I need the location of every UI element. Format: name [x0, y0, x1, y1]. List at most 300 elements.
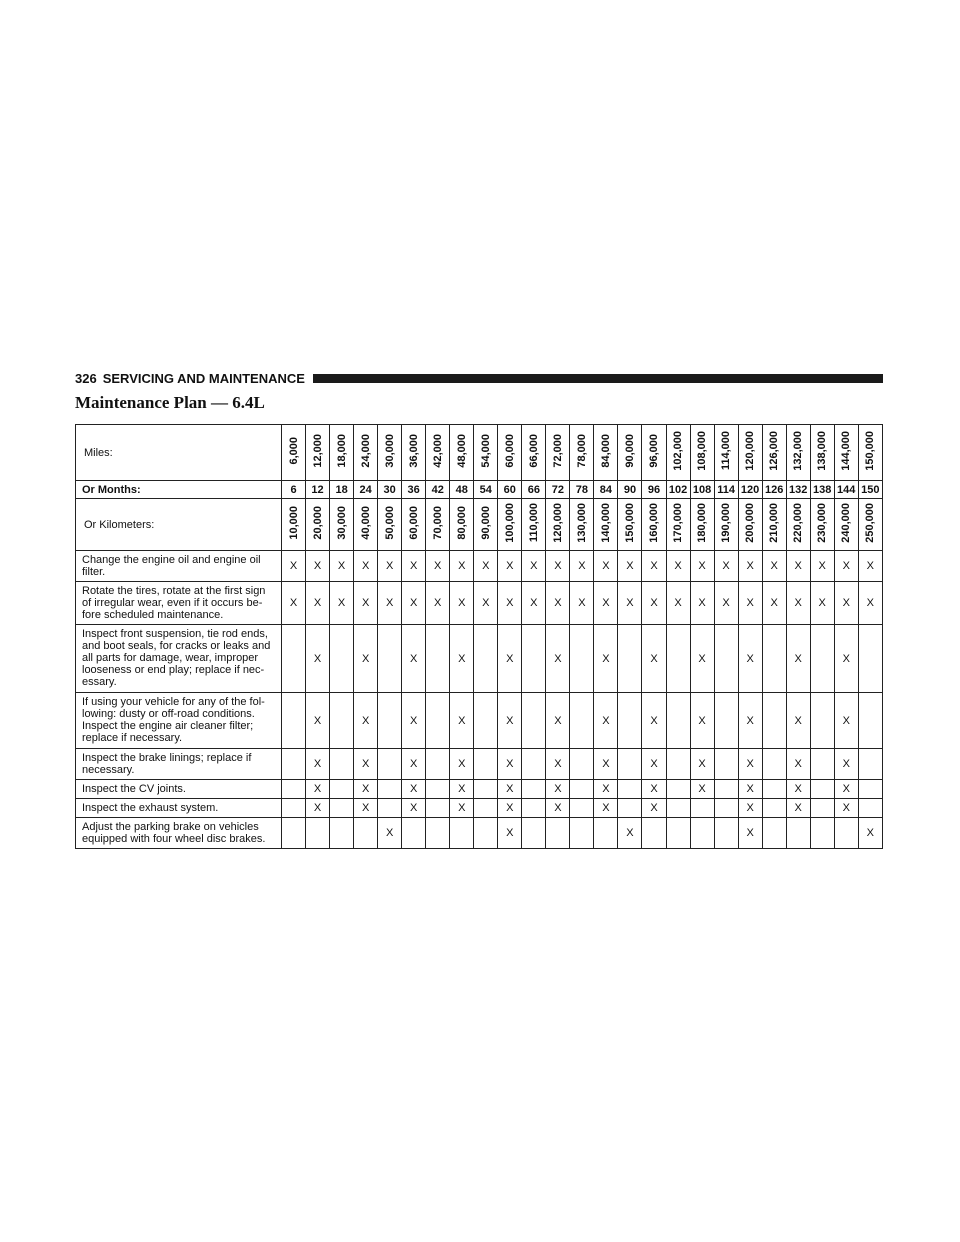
service-mark: X	[738, 780, 762, 799]
kilometers-row-cell	[546, 499, 570, 551]
service-mark: X	[354, 780, 378, 799]
kilometers-row-value: 150,000	[623, 503, 636, 543]
service-mark: X	[594, 582, 618, 625]
service-mark: X	[738, 625, 762, 693]
kilometers-row-cell	[474, 499, 498, 551]
service-mark	[858, 749, 882, 780]
service-mark	[762, 693, 786, 749]
service-mark	[330, 625, 354, 693]
miles-row-cell	[450, 425, 474, 481]
kilometers-row-cell	[594, 499, 618, 551]
service-mark	[762, 780, 786, 799]
kilometers-row-value: 210,000	[768, 503, 781, 543]
service-mark	[330, 818, 354, 849]
miles-row-cell	[306, 425, 330, 481]
kilometers-row-cell	[834, 499, 858, 551]
service-mark: X	[402, 799, 426, 818]
kilometers-row-value: 220,000	[792, 503, 805, 543]
service-mark	[810, 693, 834, 749]
service-mark	[714, 693, 738, 749]
kilometers-row-cell	[570, 499, 594, 551]
miles-row-cell	[858, 425, 882, 481]
miles-row-cell	[714, 425, 738, 481]
service-mark	[570, 749, 594, 780]
service-mark	[666, 780, 690, 799]
kilometers-row-cell	[354, 499, 378, 551]
kilometers-row-cell	[498, 499, 522, 551]
service-mark: X	[786, 551, 810, 582]
service-mark	[714, 818, 738, 849]
service-mark: X	[690, 749, 714, 780]
service-mark: X	[306, 551, 330, 582]
miles-row-value: 102,000	[672, 431, 685, 471]
service-mark	[426, 625, 450, 693]
service-mark	[426, 799, 450, 818]
service-mark: X	[738, 551, 762, 582]
kilometers-row-cell	[450, 499, 474, 551]
service-item-label: Inspect the exhaust system.	[76, 799, 282, 818]
service-mark: X	[666, 582, 690, 625]
service-mark: X	[498, 780, 522, 799]
service-mark: X	[642, 551, 666, 582]
service-mark	[282, 693, 306, 749]
service-mark: X	[450, 780, 474, 799]
months-value: 36	[402, 481, 426, 499]
miles-row-value: 18,000	[335, 434, 348, 468]
service-mark: X	[426, 582, 450, 625]
service-mark	[522, 693, 546, 749]
service-mark: X	[474, 551, 498, 582]
table-row	[76, 780, 883, 799]
service-mark	[306, 818, 330, 849]
service-mark: X	[498, 818, 522, 849]
service-mark: X	[738, 693, 762, 749]
service-mark: X	[546, 780, 570, 799]
kilometers-row-cell	[858, 499, 882, 551]
kilometers-row-cell	[762, 499, 786, 551]
kilometers-row-value: 60,000	[407, 506, 420, 540]
service-item-label: Adjust the parking brake on vehicles equipped with four wheel disc brakes.	[76, 818, 282, 849]
service-mark	[858, 693, 882, 749]
service-mark: X	[786, 693, 810, 749]
kilometers-row-value: 240,000	[840, 503, 853, 543]
service-mark: X	[810, 551, 834, 582]
service-mark	[522, 749, 546, 780]
service-mark: X	[738, 818, 762, 849]
months-value: 66	[522, 481, 546, 499]
service-mark	[522, 780, 546, 799]
miles-row-cell	[354, 425, 378, 481]
service-mark: X	[834, 780, 858, 799]
service-mark	[330, 693, 354, 749]
service-mark	[594, 818, 618, 849]
months-value: 60	[498, 481, 522, 499]
service-mark: X	[834, 749, 858, 780]
service-mark: X	[450, 693, 474, 749]
service-mark: X	[810, 582, 834, 625]
months-value: 144	[834, 481, 858, 499]
service-mark: X	[330, 551, 354, 582]
miles-row-value: 138,000	[816, 431, 829, 471]
kilometers-row-cell	[282, 499, 306, 551]
service-mark: X	[450, 625, 474, 693]
miles-row-cell	[594, 425, 618, 481]
months-value: 72	[546, 481, 570, 499]
service-mark: X	[690, 780, 714, 799]
months-value: 120	[738, 481, 762, 499]
miles-row-value: 6,000	[287, 437, 300, 465]
kilometers-row-cell	[402, 499, 426, 551]
service-item-label: If using your vehicle for any of the fol-lowing: dusty or off-road conditions. Inspect the engine air cleaner filter; replace if necessary.	[76, 693, 282, 749]
service-mark: X	[498, 625, 522, 693]
service-mark	[570, 799, 594, 818]
miles-row-cell	[810, 425, 834, 481]
service-mark	[378, 693, 402, 749]
miles-row-value: 42,000	[431, 434, 444, 468]
service-mark: X	[642, 625, 666, 693]
service-mark	[282, 749, 306, 780]
service-mark	[402, 818, 426, 849]
miles-row-cell	[618, 425, 642, 481]
service-mark	[546, 818, 570, 849]
service-mark: X	[354, 693, 378, 749]
service-mark	[426, 749, 450, 780]
service-mark	[330, 749, 354, 780]
months-value: 18	[330, 481, 354, 499]
service-mark	[450, 818, 474, 849]
miles-row-value: 72,000	[551, 434, 564, 468]
months-value: 96	[642, 481, 666, 499]
service-mark: X	[546, 749, 570, 780]
table-row	[76, 625, 883, 693]
miles-row-value: 126,000	[768, 431, 781, 471]
miles-row-cell	[690, 425, 714, 481]
service-mark: X	[450, 799, 474, 818]
service-mark	[762, 625, 786, 693]
months-value: 138	[810, 481, 834, 499]
table-row	[76, 693, 883, 749]
kilometers-row-value: 70,000	[431, 506, 444, 540]
service-mark	[714, 625, 738, 693]
kilometers-row-value: 40,000	[359, 506, 372, 540]
miles-row-value: 108,000	[696, 431, 709, 471]
service-item-label: Change the engine oil and engine oil filter.	[76, 551, 282, 582]
kilometers-row-value: 160,000	[647, 503, 660, 543]
service-mark	[666, 693, 690, 749]
kilometers-row-value: 190,000	[720, 503, 733, 543]
service-mark: X	[402, 749, 426, 780]
kilometers-row-value: 20,000	[311, 506, 324, 540]
service-mark: X	[306, 780, 330, 799]
miles-row-cell	[498, 425, 522, 481]
kilometers-row-cell	[714, 499, 738, 551]
service-mark	[330, 780, 354, 799]
service-mark: X	[402, 551, 426, 582]
service-mark: X	[642, 582, 666, 625]
service-mark: X	[402, 693, 426, 749]
miles-row-value: 12,000	[311, 434, 324, 468]
service-mark: X	[402, 625, 426, 693]
miles-row-cell	[738, 425, 762, 481]
service-mark: X	[834, 582, 858, 625]
kilometers-row-value: 80,000	[455, 506, 468, 540]
service-mark	[762, 818, 786, 849]
service-mark: X	[522, 551, 546, 582]
months-value: 84	[594, 481, 618, 499]
service-mark	[570, 818, 594, 849]
service-mark	[426, 818, 450, 849]
service-mark: X	[738, 749, 762, 780]
service-mark	[810, 799, 834, 818]
service-mark: X	[786, 799, 810, 818]
miles-row-value: 120,000	[744, 431, 757, 471]
service-mark: X	[474, 582, 498, 625]
table-row	[76, 749, 883, 780]
service-item-label: Inspect the brake linings; replace if necessary.	[76, 749, 282, 780]
service-mark: X	[690, 625, 714, 693]
service-item-label: Inspect the CV joints.	[76, 780, 282, 799]
kilometers-row-cell	[306, 499, 330, 551]
service-mark: X	[738, 799, 762, 818]
service-mark	[762, 799, 786, 818]
service-mark: X	[378, 582, 402, 625]
months-value: 150	[858, 481, 882, 499]
miles-row-cell	[642, 425, 666, 481]
service-mark	[474, 799, 498, 818]
service-mark: X	[594, 693, 618, 749]
table-row	[76, 582, 883, 625]
miles-row-value: 96,000	[647, 434, 660, 468]
service-mark	[858, 625, 882, 693]
service-mark	[282, 780, 306, 799]
months-value: 90	[618, 481, 642, 499]
service-mark	[522, 818, 546, 849]
kilometers-row-value: 230,000	[816, 503, 829, 543]
miles-row-value: 48,000	[455, 434, 468, 468]
miles-row-cell	[378, 425, 402, 481]
service-mark	[762, 749, 786, 780]
miles-row-value: 60,000	[503, 434, 516, 468]
service-mark: X	[858, 582, 882, 625]
kilometers-row-cell	[642, 499, 666, 551]
months-value: 114	[714, 481, 738, 499]
service-mark	[570, 780, 594, 799]
service-mark: X	[570, 582, 594, 625]
service-mark: X	[402, 780, 426, 799]
service-mark: X	[282, 551, 306, 582]
service-mark: X	[522, 582, 546, 625]
service-mark: X	[666, 551, 690, 582]
service-mark: X	[426, 551, 450, 582]
service-mark	[690, 818, 714, 849]
miles-row-value: 114,000	[720, 431, 733, 471]
service-mark	[618, 625, 642, 693]
miles-row-value: 66,000	[527, 434, 540, 468]
months-value: 48	[450, 481, 474, 499]
service-mark	[282, 799, 306, 818]
service-mark	[378, 780, 402, 799]
miles-row-value: 84,000	[599, 434, 612, 468]
months-value: 78	[570, 481, 594, 499]
miles-row-value: 54,000	[479, 434, 492, 468]
miles-row-value: 144,000	[840, 431, 853, 471]
service-mark: X	[714, 551, 738, 582]
kilometers-row-value: 110,000	[527, 503, 540, 543]
miles-row-cell	[330, 425, 354, 481]
miles-row-value: 78,000	[575, 434, 588, 468]
service-mark	[570, 693, 594, 749]
service-mark: X	[354, 799, 378, 818]
kilometers-row-value: 90,000	[479, 506, 492, 540]
service-mark: X	[378, 818, 402, 849]
months-value: 30	[378, 481, 402, 499]
months-value: 126	[762, 481, 786, 499]
service-mark: X	[546, 551, 570, 582]
service-mark: X	[594, 625, 618, 693]
miles-row-cell	[474, 425, 498, 481]
service-mark: X	[834, 799, 858, 818]
kilometers-row	[76, 499, 883, 551]
months-value: 6	[282, 481, 306, 499]
service-mark: X	[594, 780, 618, 799]
miles-row-value: 132,000	[792, 431, 805, 471]
miles-row-value: 30,000	[383, 434, 396, 468]
kilometers-row-label: Or Kilometers:	[76, 499, 282, 551]
service-mark	[282, 818, 306, 849]
service-mark: X	[450, 582, 474, 625]
service-mark	[834, 818, 858, 849]
service-mark	[354, 818, 378, 849]
miles-row-value: 90,000	[623, 434, 636, 468]
miles-row-cell	[402, 425, 426, 481]
service-mark	[666, 818, 690, 849]
service-mark	[618, 693, 642, 749]
service-mark	[714, 749, 738, 780]
miles-row-value: 24,000	[359, 434, 372, 468]
service-mark	[474, 625, 498, 693]
service-mark: X	[690, 551, 714, 582]
months-value: 24	[354, 481, 378, 499]
service-mark	[282, 625, 306, 693]
service-mark	[474, 749, 498, 780]
service-mark	[858, 799, 882, 818]
kilometers-row-value: 120,000	[551, 503, 564, 543]
service-item-label: Rotate the tires, rotate at the first sign of irregular wear, even if it occurs be-fore scheduled maintenance.	[76, 582, 282, 625]
service-mark	[786, 818, 810, 849]
service-mark: X	[858, 551, 882, 582]
service-mark	[474, 818, 498, 849]
service-mark: X	[546, 625, 570, 693]
page-header	[75, 370, 883, 386]
months-row	[76, 481, 883, 499]
service-mark: X	[450, 551, 474, 582]
service-mark: X	[594, 749, 618, 780]
months-row-label: Or Months:	[76, 481, 282, 499]
miles-row-cell	[546, 425, 570, 481]
service-mark	[378, 799, 402, 818]
miles-row-cell	[762, 425, 786, 481]
service-mark	[810, 625, 834, 693]
service-mark: X	[330, 582, 354, 625]
maintenance-plan-table	[75, 424, 883, 849]
service-mark	[666, 749, 690, 780]
service-mark: X	[306, 582, 330, 625]
miles-row-value: 150,000	[864, 431, 877, 471]
service-mark	[330, 799, 354, 818]
service-mark: X	[282, 582, 306, 625]
service-mark: X	[762, 582, 786, 625]
service-mark: X	[306, 625, 330, 693]
kilometers-row-value: 200,000	[744, 503, 757, 543]
service-mark: X	[690, 582, 714, 625]
service-mark: X	[690, 693, 714, 749]
service-mark: X	[498, 693, 522, 749]
service-mark	[474, 693, 498, 749]
service-mark: X	[642, 799, 666, 818]
miles-row-cell	[666, 425, 690, 481]
months-value: 132	[786, 481, 810, 499]
kilometers-row-value: 30,000	[335, 506, 348, 540]
kilometers-row-cell	[618, 499, 642, 551]
service-mark: X	[642, 749, 666, 780]
service-mark	[522, 799, 546, 818]
miles-row	[76, 425, 883, 481]
kilometers-row-cell	[330, 499, 354, 551]
service-mark: X	[354, 749, 378, 780]
table-row	[76, 799, 883, 818]
kilometers-row-value: 250,000	[864, 503, 877, 543]
service-mark	[810, 780, 834, 799]
kilometers-row-value: 130,000	[575, 503, 588, 543]
service-mark: X	[858, 818, 882, 849]
service-mark	[378, 625, 402, 693]
table-row	[76, 818, 883, 849]
service-mark: X	[378, 551, 402, 582]
kilometers-row-value: 180,000	[696, 503, 709, 543]
service-mark: X	[642, 693, 666, 749]
kilometers-row-cell	[786, 499, 810, 551]
service-mark: X	[714, 582, 738, 625]
service-mark: X	[786, 582, 810, 625]
service-mark	[426, 780, 450, 799]
kilometers-row-cell	[666, 499, 690, 551]
service-mark	[666, 625, 690, 693]
service-mark	[426, 693, 450, 749]
service-mark	[618, 780, 642, 799]
kilometers-row-value: 10,000	[287, 506, 300, 540]
table-row	[76, 551, 883, 582]
service-mark: X	[618, 818, 642, 849]
kilometers-row-cell	[378, 499, 402, 551]
service-mark: X	[594, 551, 618, 582]
service-mark	[642, 818, 666, 849]
service-mark	[714, 780, 738, 799]
service-item-label: Inspect front suspension, tie rod ends, and boot seals, for cracks or leaks and all parts for damage, wear, improper looseness or end play; replace if nec-essary.	[76, 625, 282, 693]
months-value: 12	[306, 481, 330, 499]
service-mark: X	[498, 582, 522, 625]
kilometers-row-value: 50,000	[383, 506, 396, 540]
service-mark	[618, 749, 642, 780]
service-mark: X	[762, 551, 786, 582]
miles-row-value: 36,000	[407, 434, 420, 468]
page-number: 326	[75, 370, 97, 386]
service-mark: X	[546, 693, 570, 749]
service-mark: X	[306, 693, 330, 749]
kilometers-row-value: 100,000	[503, 503, 516, 543]
service-mark: X	[354, 625, 378, 693]
service-mark	[666, 799, 690, 818]
service-mark: X	[402, 582, 426, 625]
